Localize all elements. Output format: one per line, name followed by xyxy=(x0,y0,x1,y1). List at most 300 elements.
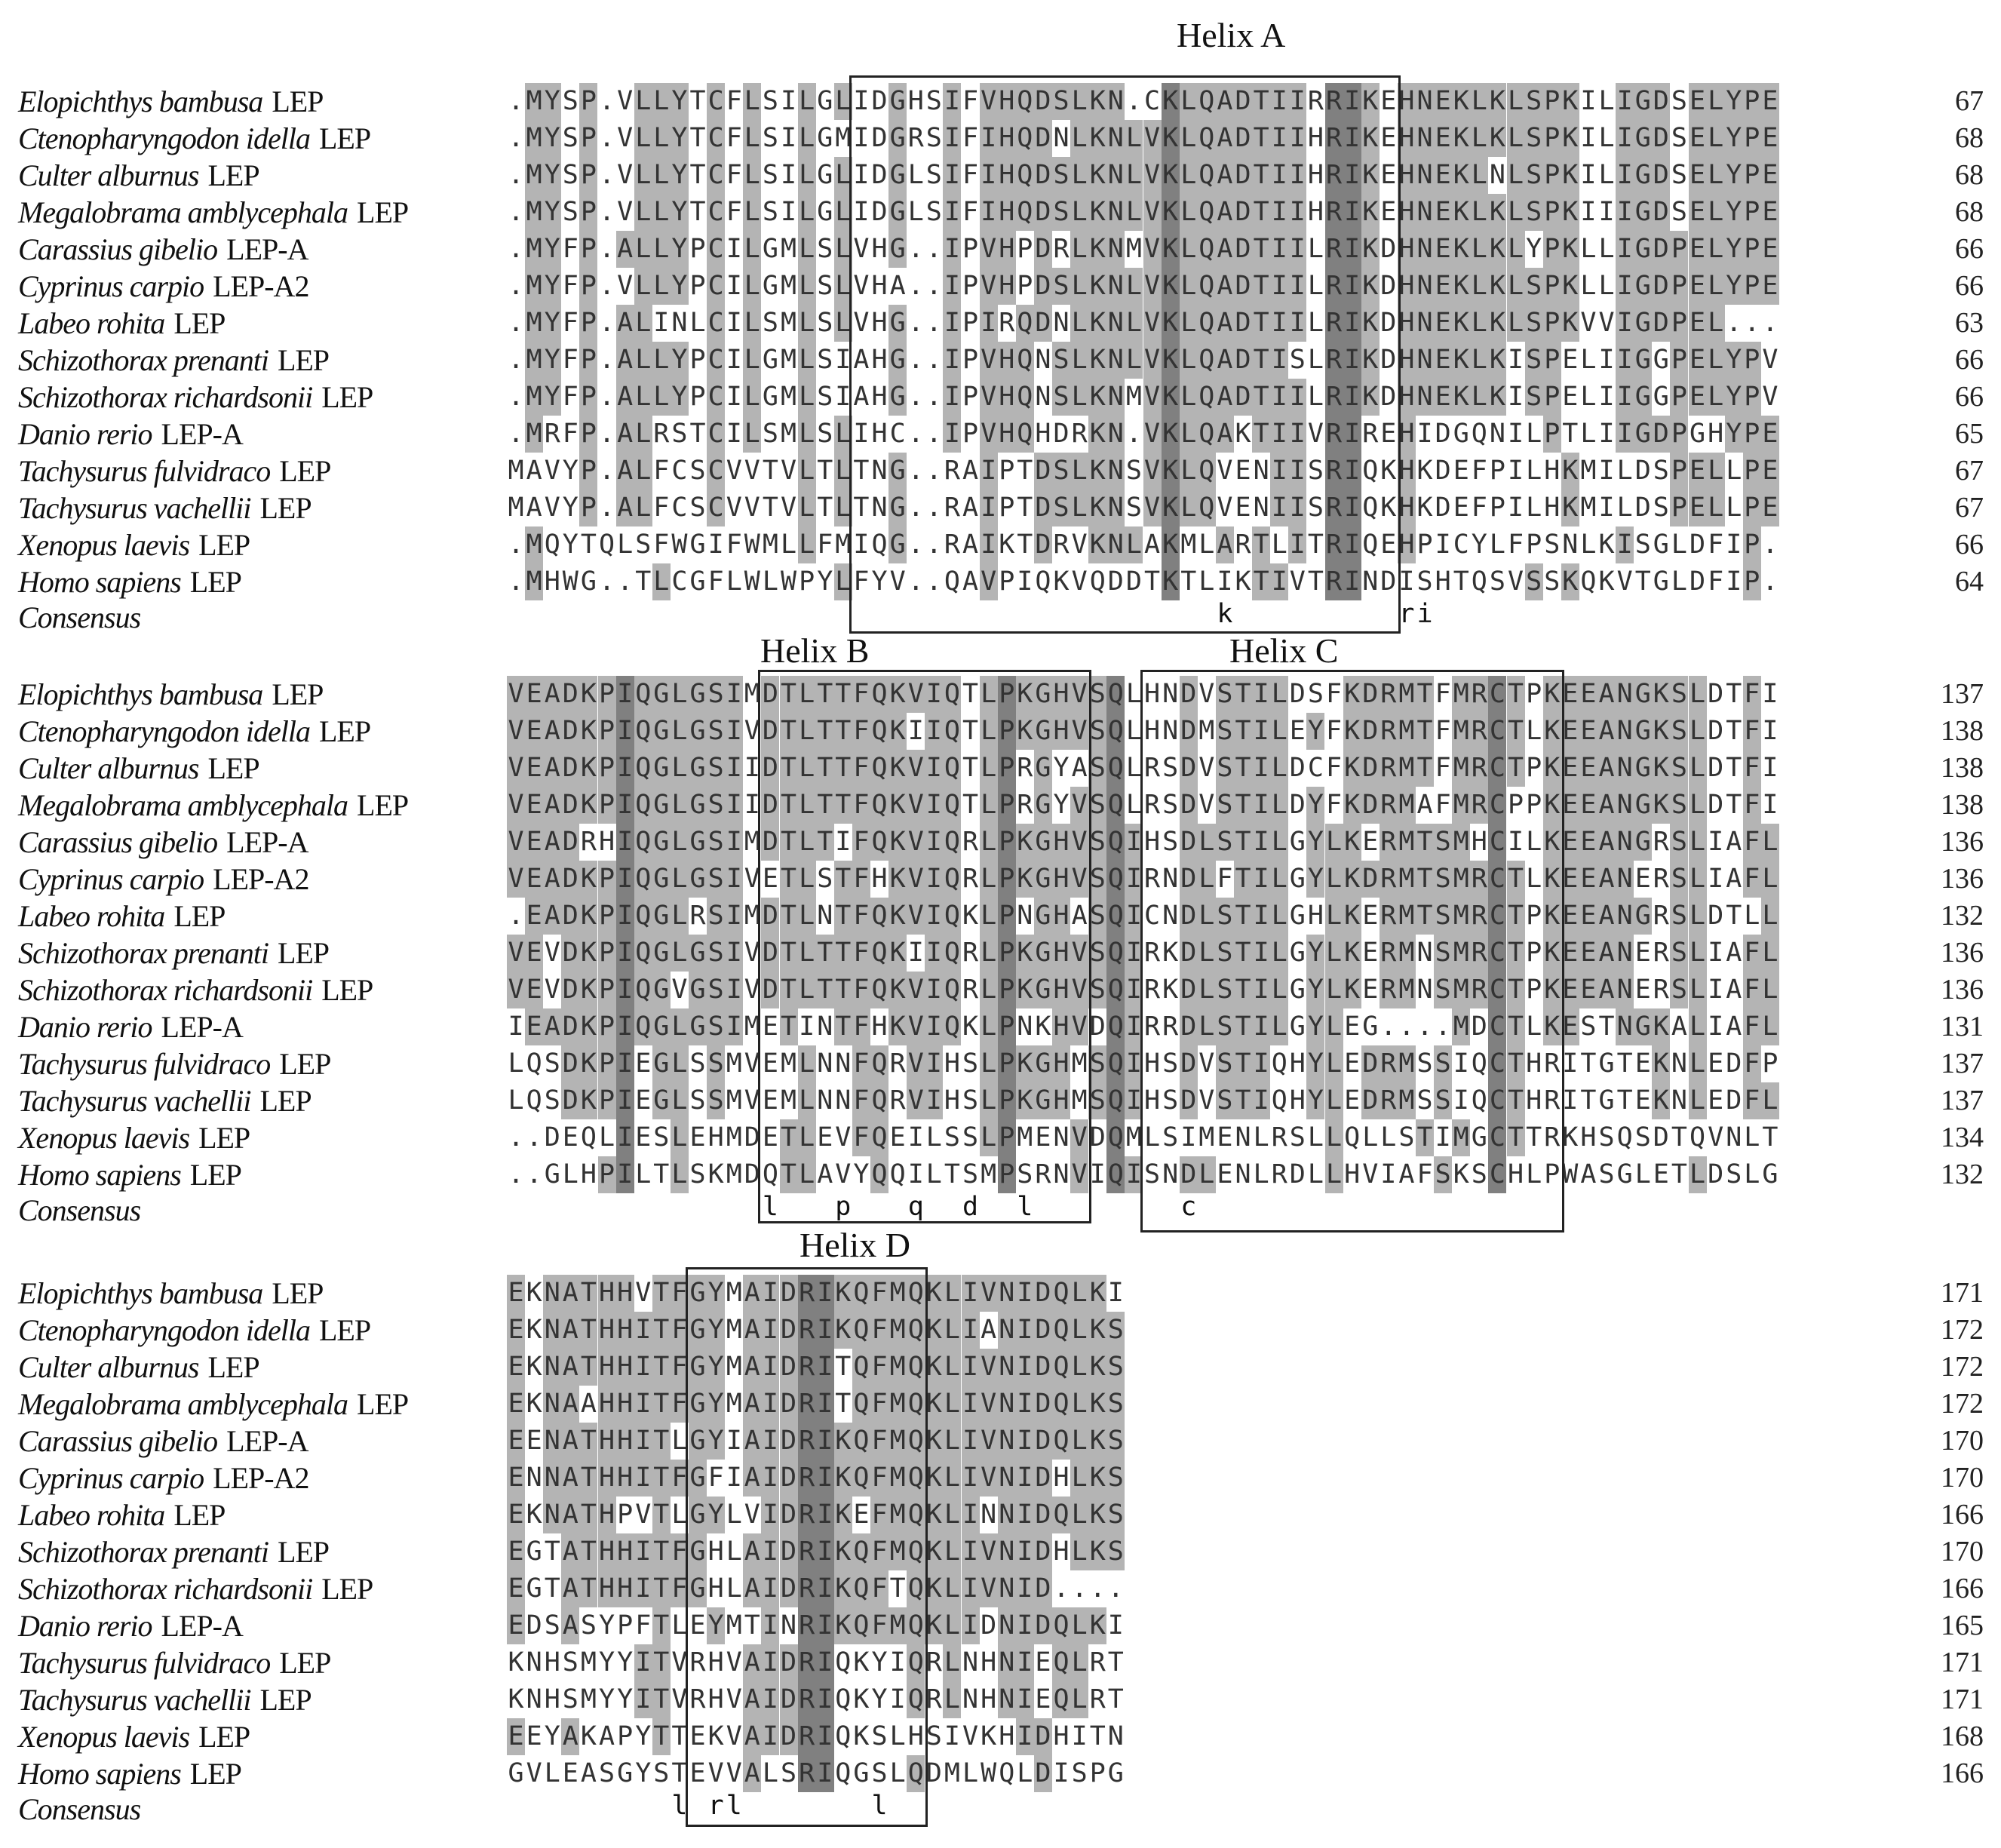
residue: L xyxy=(834,83,852,120)
residue: E xyxy=(1561,898,1579,935)
gene-name: LEP-A xyxy=(161,417,243,451)
residue: H xyxy=(998,194,1016,231)
residue: P xyxy=(1743,379,1761,416)
residue: A xyxy=(1726,975,1742,1005)
residue: Q xyxy=(907,1644,925,1681)
residue: R xyxy=(1653,901,1669,931)
residue-count: 132 xyxy=(1941,1159,1984,1190)
residue: L xyxy=(1307,308,1324,338)
residue: M xyxy=(744,901,760,931)
residue: R xyxy=(1325,268,1343,305)
residue: L xyxy=(671,898,689,935)
residue: N xyxy=(817,1085,833,1116)
residue: I xyxy=(980,453,998,490)
residue: E xyxy=(1434,305,1452,342)
residue: I xyxy=(853,530,870,560)
species-name: Labeo rohita xyxy=(18,1498,165,1532)
residue: A xyxy=(526,456,542,486)
residue: T xyxy=(671,1758,688,1788)
residue: I xyxy=(1270,194,1288,231)
residue: L xyxy=(1180,305,1198,342)
residue: P xyxy=(1543,305,1561,342)
residue: N xyxy=(981,1500,997,1530)
residue: K xyxy=(888,824,907,861)
residue: Q xyxy=(852,1533,870,1570)
residue: M xyxy=(1398,713,1416,750)
residue: F xyxy=(1326,790,1343,820)
residue: D xyxy=(1234,194,1252,231)
residue: Q xyxy=(870,824,888,861)
residue: N xyxy=(1416,157,1434,194)
residue: G xyxy=(1034,1045,1052,1082)
species-name: Tachysurus fulvidraco xyxy=(18,1646,271,1680)
residue: R xyxy=(1380,861,1398,898)
residue: I xyxy=(1343,83,1361,120)
residue: V xyxy=(507,972,525,1008)
residue: A xyxy=(543,1008,561,1045)
residue: L xyxy=(1507,231,1525,268)
residue: E xyxy=(689,1721,706,1751)
residue: T xyxy=(689,123,706,153)
residue: K xyxy=(888,898,907,935)
residue: L xyxy=(798,935,816,972)
residue: L xyxy=(743,305,761,342)
residue: P xyxy=(1670,379,1688,416)
residue: S xyxy=(1088,824,1106,861)
residue: L xyxy=(1689,898,1707,935)
residue: S xyxy=(1088,676,1106,713)
residue: S xyxy=(1398,1122,1415,1153)
residue: S xyxy=(1525,194,1543,231)
residue: M xyxy=(726,1122,742,1153)
residue: V xyxy=(1217,456,1233,486)
residue: S xyxy=(1416,1085,1433,1116)
species-label xyxy=(18,1387,408,1422)
residue: E xyxy=(525,676,543,713)
residue: K xyxy=(925,1460,943,1497)
residue: Q xyxy=(1106,972,1125,1008)
residue: A xyxy=(561,1460,579,1497)
residue: G xyxy=(689,1312,707,1349)
residue: K xyxy=(1598,530,1615,560)
residue: I xyxy=(634,1460,652,1497)
residue-count: 67 xyxy=(1955,492,1984,523)
gene-name: LEP xyxy=(357,1387,409,1421)
residue: I xyxy=(1508,456,1524,486)
species-label xyxy=(18,565,241,600)
residue: S xyxy=(707,1045,725,1082)
species-label xyxy=(18,1683,312,1718)
residue: Y xyxy=(671,83,689,120)
residue: H xyxy=(598,1533,616,1570)
residue: L xyxy=(634,231,652,268)
residue-count: 172 xyxy=(1941,1388,1984,1420)
residue: K xyxy=(853,1647,870,1678)
consensus-residue: k xyxy=(1217,599,1233,629)
residue: L xyxy=(671,935,689,972)
residue: V xyxy=(726,493,742,523)
residue: T xyxy=(834,750,852,787)
residue: . xyxy=(508,530,524,560)
residue: L xyxy=(1070,120,1088,157)
residue: H xyxy=(1526,1048,1542,1079)
residue: T xyxy=(1616,1085,1633,1116)
residue: S xyxy=(562,1684,579,1714)
residue: H xyxy=(871,382,888,412)
residue: Q xyxy=(1052,1681,1070,1718)
residue: Y xyxy=(671,157,689,194)
residue: P xyxy=(1543,342,1561,379)
residue: L xyxy=(1689,1082,1707,1119)
residue: L xyxy=(980,935,998,972)
residue: L xyxy=(1470,231,1488,268)
residue: R xyxy=(798,1349,816,1386)
residue: K xyxy=(1053,566,1070,597)
residue: L xyxy=(635,1159,652,1190)
residue: I xyxy=(962,1312,980,1349)
residue: V xyxy=(1071,530,1088,560)
residue: T xyxy=(579,1349,597,1386)
residue: F xyxy=(1217,864,1233,894)
residue: L xyxy=(1689,750,1707,787)
residue: F xyxy=(726,197,742,227)
residue: I xyxy=(1288,157,1306,194)
residue: L xyxy=(1726,456,1742,486)
residue: P xyxy=(1670,342,1688,379)
residue: G xyxy=(652,935,671,972)
residue: T xyxy=(780,824,798,861)
residue: I xyxy=(835,345,852,375)
species-name: Labeo rohita xyxy=(18,899,165,933)
residue: I xyxy=(634,1681,652,1718)
residue: I xyxy=(1270,120,1288,157)
residue: T xyxy=(1234,1082,1252,1119)
residue: G xyxy=(652,787,671,824)
residue: I xyxy=(799,1011,815,1042)
residue: C xyxy=(1488,861,1506,898)
residue: E xyxy=(762,1048,778,1079)
residue: P xyxy=(1743,120,1761,157)
residue: L xyxy=(508,1085,524,1116)
residue: I xyxy=(1107,1278,1124,1308)
residue: D xyxy=(780,1312,798,1349)
residue: G xyxy=(1034,787,1052,824)
residue: Q xyxy=(1052,1423,1070,1460)
residue: N xyxy=(962,1647,979,1678)
gene-name: LEP xyxy=(277,936,330,970)
residue: F xyxy=(1435,753,1451,783)
residue: A xyxy=(561,1607,579,1644)
residue: G xyxy=(689,1008,707,1045)
residue: M xyxy=(580,1647,597,1678)
residue: R xyxy=(1470,898,1488,935)
residue: S xyxy=(962,1085,979,1116)
residue: L xyxy=(1270,935,1288,972)
residue: I xyxy=(925,1008,943,1045)
residue: I xyxy=(634,1570,652,1607)
residue: L xyxy=(1325,972,1343,1008)
residue: K xyxy=(1088,526,1106,563)
residue: L xyxy=(943,1570,961,1607)
residue: S xyxy=(1216,972,1234,1008)
residue: E xyxy=(507,1607,525,1644)
residue: Q xyxy=(1106,935,1125,972)
residue: E xyxy=(507,1718,525,1755)
residue: V xyxy=(744,975,760,1005)
residue: L xyxy=(671,1426,688,1456)
residue: Q xyxy=(907,1386,925,1423)
residue: P xyxy=(579,490,597,526)
residue: I xyxy=(1616,231,1634,268)
residue: K xyxy=(925,1275,943,1312)
residue: Q xyxy=(1052,1644,1070,1681)
residue: Q xyxy=(1198,120,1216,157)
residue: A xyxy=(743,1423,761,1460)
residue: S xyxy=(1544,530,1561,560)
residue: S xyxy=(1670,935,1688,972)
residue: V xyxy=(544,938,560,968)
residue: N xyxy=(1106,120,1125,157)
residue: Y xyxy=(1725,120,1743,157)
residue: L xyxy=(1180,83,1198,120)
residue: E xyxy=(1761,157,1779,194)
residue: T xyxy=(1580,1085,1597,1116)
residue: I xyxy=(925,861,943,898)
residue: . xyxy=(599,160,615,190)
residue: Y xyxy=(671,268,689,305)
residue: K xyxy=(1561,490,1579,526)
residue: P xyxy=(999,566,1015,597)
residue: N xyxy=(526,1647,542,1678)
residue: R xyxy=(1089,1684,1106,1714)
residue: I xyxy=(962,1275,980,1312)
residue: G xyxy=(1034,1082,1052,1119)
residue: H xyxy=(1471,827,1487,857)
residue: H xyxy=(1398,416,1416,453)
residue: L xyxy=(798,157,816,194)
residue: L xyxy=(1598,123,1615,153)
residue: F xyxy=(870,1349,888,1386)
residue: L xyxy=(1707,342,1725,379)
residue: Y xyxy=(1725,157,1743,194)
residue: I xyxy=(1016,1533,1034,1570)
residue: Y xyxy=(1053,790,1070,820)
residue: K xyxy=(1088,1275,1106,1312)
residue: Q xyxy=(889,1159,906,1190)
residue: D xyxy=(761,824,779,861)
residue: I xyxy=(761,1312,779,1349)
residue: E xyxy=(635,1048,652,1079)
residue: Y xyxy=(1306,935,1324,972)
residue: Y xyxy=(543,120,561,157)
residue: M xyxy=(508,456,524,486)
residue: Y xyxy=(1526,234,1542,264)
residue: K xyxy=(1561,453,1579,490)
residue: R xyxy=(1544,1085,1561,1116)
residue: G xyxy=(1289,864,1306,894)
residue: R xyxy=(1380,898,1398,935)
residue: G xyxy=(1598,1085,1615,1116)
residue: K xyxy=(1380,493,1397,523)
residue: T xyxy=(1671,1159,1687,1190)
residue: A xyxy=(962,456,979,486)
residue: I xyxy=(1435,530,1451,560)
residue: N xyxy=(526,1684,542,1714)
residue: M xyxy=(525,231,543,268)
residue: E xyxy=(1634,1048,1651,1079)
residue: C xyxy=(671,566,688,597)
residue: N xyxy=(1017,1011,1033,1042)
residue: I xyxy=(816,1312,834,1349)
residue: N xyxy=(1616,787,1634,824)
residue: D xyxy=(1435,493,1451,523)
residue: T xyxy=(1234,898,1252,935)
residue: E xyxy=(1561,750,1579,787)
residue: I xyxy=(889,1647,906,1678)
residue: K xyxy=(1162,268,1180,305)
residue: P xyxy=(998,1045,1016,1082)
residue: K xyxy=(962,901,979,931)
residue: L xyxy=(1707,453,1725,490)
residue: Q xyxy=(634,824,652,861)
residue: F xyxy=(562,382,579,412)
residue: E xyxy=(1689,231,1707,268)
residue: . xyxy=(526,1159,542,1190)
residue: G xyxy=(689,566,706,597)
residue: A xyxy=(1726,938,1742,968)
residue: P xyxy=(1543,83,1561,120)
residue: G xyxy=(689,1570,707,1607)
residue: H xyxy=(1307,197,1324,227)
residue: S xyxy=(1434,1156,1452,1193)
residue: T xyxy=(962,716,979,746)
species-label xyxy=(18,677,323,712)
residue: I xyxy=(907,1122,924,1153)
residue: E xyxy=(1689,453,1707,490)
residue: T xyxy=(1252,563,1270,600)
residue: L xyxy=(1761,1008,1779,1045)
residue: D xyxy=(1089,1122,1106,1153)
gene-name: LEP xyxy=(272,677,324,711)
gene-name: LEP xyxy=(259,1683,312,1717)
residue: L xyxy=(1070,194,1088,231)
residue: G xyxy=(1289,827,1306,857)
species-name: Culter alburnus xyxy=(18,751,199,785)
residue: I xyxy=(725,1008,743,1045)
residue: H xyxy=(1398,194,1416,231)
residue: M xyxy=(1452,750,1470,787)
residue: P xyxy=(1089,1758,1106,1788)
residue: S xyxy=(1670,972,1688,1008)
residue: G xyxy=(689,1533,707,1570)
residue: Y xyxy=(544,1721,560,1751)
residue: L xyxy=(671,1119,689,1156)
residue: I xyxy=(653,308,670,338)
residue: F xyxy=(852,1082,870,1119)
residue: L xyxy=(1598,271,1615,301)
residue: D xyxy=(1380,345,1397,375)
residue: F xyxy=(962,86,979,116)
residue: S xyxy=(762,419,778,449)
residue: Q xyxy=(870,1119,888,1156)
residue: I xyxy=(1616,194,1634,231)
residue: S xyxy=(1052,453,1070,490)
residue: V xyxy=(1307,419,1324,449)
species-name: Schizothorax richardsonii xyxy=(18,380,313,414)
residue: P xyxy=(1526,530,1542,560)
residue: Q xyxy=(943,898,961,935)
residue: L xyxy=(726,1500,742,1530)
residue: I xyxy=(1125,861,1143,898)
residue: S xyxy=(707,787,725,824)
residue: N xyxy=(817,1011,833,1042)
residue: H xyxy=(1053,1536,1070,1567)
residue: . xyxy=(1053,1573,1070,1604)
residue: L xyxy=(943,1275,961,1312)
residue: N xyxy=(1106,83,1125,120)
residue: N xyxy=(1035,382,1051,412)
residue: R xyxy=(962,864,979,894)
residue: M xyxy=(1398,898,1416,935)
residue: K xyxy=(1361,194,1380,231)
residue: F xyxy=(852,898,870,935)
residue: I xyxy=(1270,268,1288,305)
residue: P xyxy=(579,83,597,120)
residue: D xyxy=(1034,1570,1052,1607)
residue: S xyxy=(1052,194,1070,231)
residue: R xyxy=(798,1755,816,1792)
residue: I xyxy=(816,1423,834,1460)
residue: I xyxy=(1270,157,1288,194)
residue: . xyxy=(1416,1011,1433,1042)
residue: E xyxy=(1362,901,1379,931)
residue: P xyxy=(998,1156,1016,1193)
residue: P xyxy=(1743,231,1761,268)
residue: H xyxy=(1052,1045,1070,1082)
residue: I xyxy=(1598,419,1615,449)
residue: H xyxy=(871,419,888,449)
residue: Q xyxy=(943,861,961,898)
residue: L xyxy=(798,824,816,861)
residue: S xyxy=(962,1159,979,1190)
residue: H xyxy=(871,345,888,375)
residue: A xyxy=(1216,416,1234,453)
residue: K xyxy=(1088,120,1106,157)
residue: D xyxy=(1234,120,1252,157)
residue: L xyxy=(980,713,998,750)
residue: I xyxy=(1288,379,1306,416)
residue: H xyxy=(598,1312,616,1349)
species-name: Megalobrama amblycephala xyxy=(18,788,348,822)
residue: I xyxy=(907,938,924,968)
residue: V xyxy=(1070,676,1088,713)
residue: I xyxy=(816,1497,834,1533)
residue: S xyxy=(817,419,833,449)
residue: A xyxy=(543,787,561,824)
residue: M xyxy=(726,1389,742,1419)
residue: Q xyxy=(907,1755,925,1792)
residue: L xyxy=(1616,456,1633,486)
residue: Q xyxy=(1016,342,1034,379)
residue: N xyxy=(1253,493,1269,523)
residue: S xyxy=(1088,935,1106,972)
residue: Q xyxy=(634,787,652,824)
residue-count: 66 xyxy=(1955,233,1984,265)
residue: A xyxy=(561,1718,579,1755)
residue: K xyxy=(1452,194,1470,231)
residue: T xyxy=(1453,566,1469,597)
residue: I xyxy=(853,123,870,153)
